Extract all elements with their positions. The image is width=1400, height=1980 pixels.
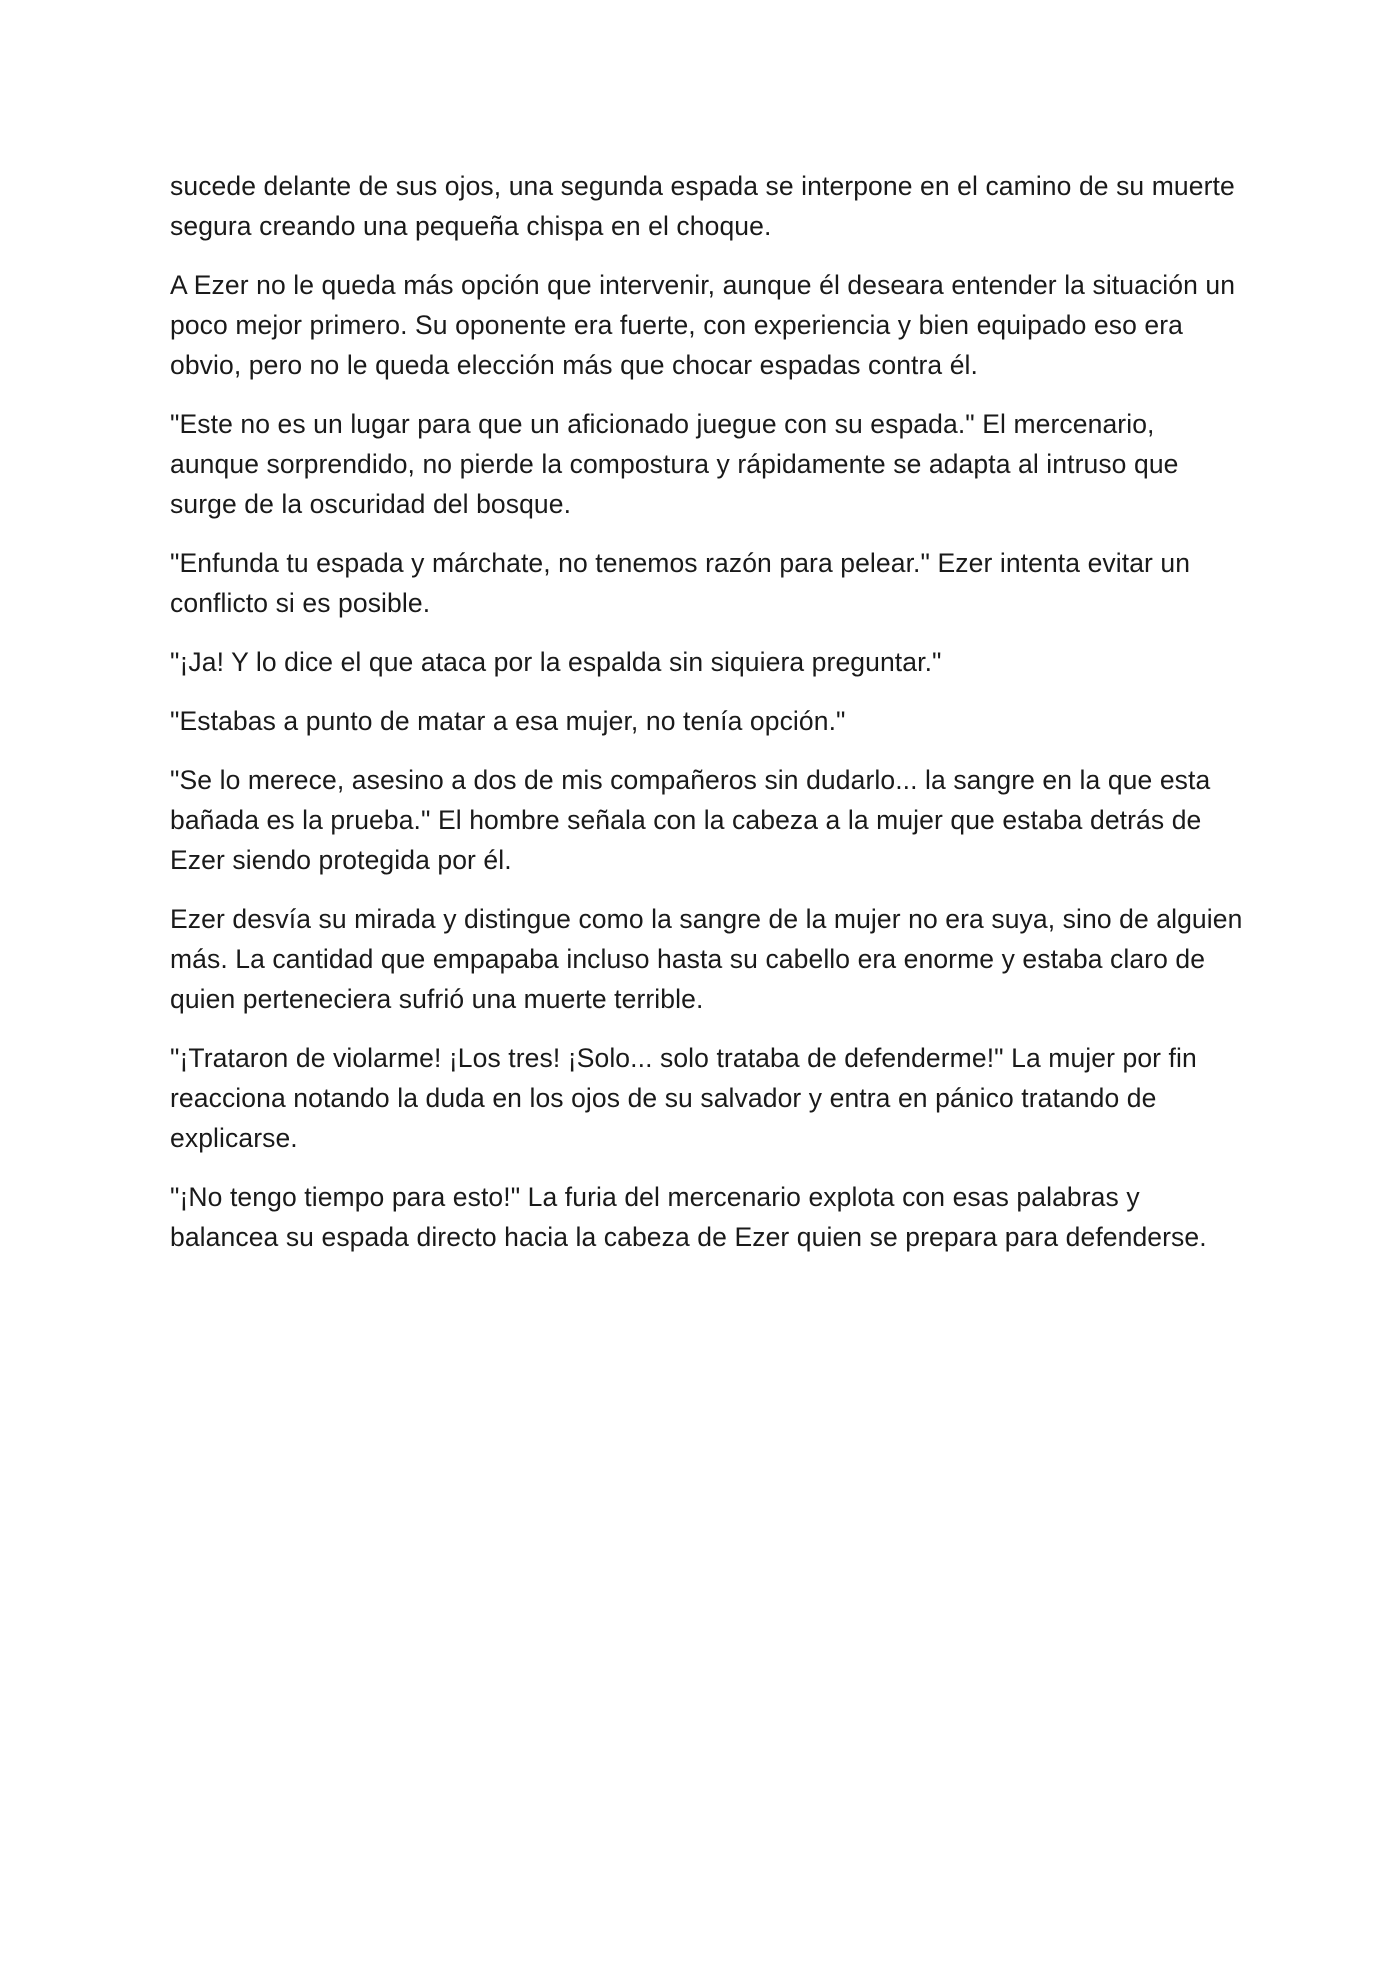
paragraph: "Este no es un lugar para que un aficionado juegue con su espada." El mercenario, aunque sorprendido, no pierde la compostura y rápidamente se adapta al intruso que surge de la oscuridad del bosque. (170, 409, 1179, 519)
paragraph: "¡No tengo tiempo para esto!" La furia del mercenario explota con esas palabras y balancea su espada directo hacia la cabeza de Ezer quien se prepara para defenderse. (170, 1182, 1207, 1252)
document-body (170, 166, 1245, 1276)
paragraph: "¡Trataron de violarme! ¡Los tres! ¡Solo... solo trataba de defenderme!" La mujer por fin reacciona notando la duda en los ojos de su salvador y entra en pánico tratando de explicarse. (170, 1043, 1197, 1153)
paragraph: "Se lo merece, asesino a dos de mis compañeros sin dudarlo... la sangre en la que esta bañada es la prueba." El hombre señala con la cabeza a la mujer que estaba detrás de Ezer siendo protegida por él. (170, 765, 1211, 875)
paragraph: Ezer desvía su mirada y distingue como la sangre de la mujer no era suya, sino de alguien más. La cantidad que empapaba incluso hasta su cabello era enorme y estaba claro de quien perteneciera sufrió una muerte terrible. (170, 904, 1243, 1014)
paragraph: "¡Ja! Y lo dice el que ataca por la espalda sin siquiera preguntar." (170, 647, 942, 677)
paragraph: A Ezer no le queda más opción que intervenir, aunque él deseara entender la situación un poco mejor primero. Su oponente era fuerte, con experiencia y bien equipado eso era obvio, pero no le queda elección más que chocar espadas contra él. (170, 270, 1236, 380)
paragraph: sucede delante de sus ojos, una segunda espada se interpone en el camino de su muerte segura creando una pequeña chispa en el choque. (170, 171, 1235, 241)
paragraph: "Estabas a punto de matar a esa mujer, no tenía opción." (170, 706, 846, 736)
paragraph: "Enfunda tu espada y márchate, no tenemos razón para pelear." Ezer intenta evitar un conflicto si es posible. (170, 548, 1191, 618)
